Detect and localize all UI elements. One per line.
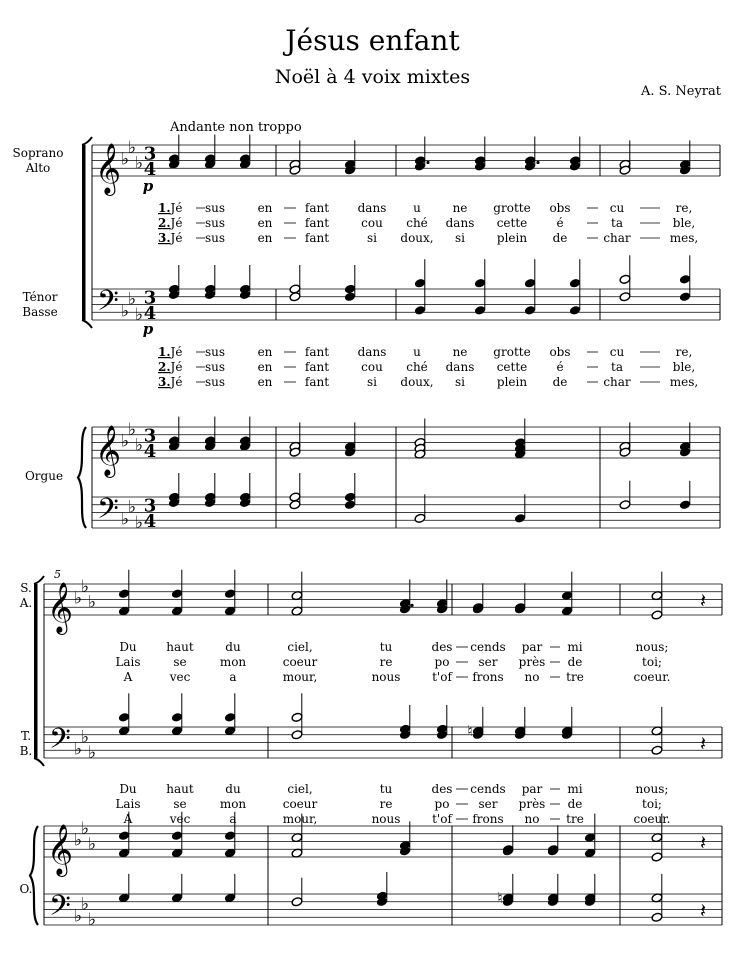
lyric-tb-verse-3: plein xyxy=(496,375,528,389)
lyric-sa2-verse-2: mon xyxy=(219,655,247,669)
lyric-sa-verse-3: mes, xyxy=(669,231,699,245)
lyric-tb-verse-2: sus xyxy=(204,360,226,374)
treble-clef-icon: 𝄞 xyxy=(47,824,74,875)
lyric-sa2-verse-1: ciel, xyxy=(287,640,313,654)
key-flat-icon: ♭ xyxy=(128,137,137,158)
instrument-short-alto: A. xyxy=(19,596,33,610)
lyric-tb-verse-2: ble, xyxy=(672,360,696,374)
quarter-rest-icon: 𝄽 xyxy=(699,588,707,613)
lyric-tb-verse-1: fant xyxy=(304,345,330,359)
key-flat-icon: ♭ xyxy=(88,743,97,764)
natural-sign-icon: ♮ xyxy=(467,721,473,740)
lyric-sa2-verse-1: cends xyxy=(470,640,506,654)
note-head xyxy=(619,500,631,510)
lyric-sa-verse-3: si xyxy=(455,231,465,245)
note-head xyxy=(514,513,526,523)
quarter-rest-icon: 𝄽 xyxy=(699,731,707,756)
lyric-tb-verse-1: grotte xyxy=(493,345,531,359)
lyric-tb-verse-2: fant xyxy=(304,360,330,374)
note-head xyxy=(414,305,426,315)
lyric-tb-verse-2: 2.Jé xyxy=(158,360,183,374)
lyric-tb-verse-3: doux, xyxy=(400,375,434,389)
quarter-rest-icon: 𝄽 xyxy=(699,898,707,923)
note-head xyxy=(524,278,536,288)
key-flat-icon: ♭ xyxy=(81,894,90,915)
lyric-sa2-verse-2: ser xyxy=(478,655,498,669)
lyric-tb2-verse-2: mon xyxy=(219,797,247,811)
lyric-sa2-verse-3: frons xyxy=(472,670,504,684)
note-head xyxy=(224,712,236,722)
instrument-short-tenor: T. xyxy=(20,729,32,743)
lyric-sa2-verse-1: des xyxy=(431,640,453,654)
lyric-tb-verse-2: cette xyxy=(496,360,528,374)
lyric-sa2-verse-3: t'of xyxy=(432,670,452,684)
natural-sign-icon: ♮ xyxy=(497,888,503,907)
lyric-sa2-verse-1: tu xyxy=(379,640,393,654)
lyric-tb2-verse-1: par xyxy=(521,782,543,796)
lyric-sa2-verse-1: du xyxy=(225,640,241,654)
lyric-tb-verse-3: si xyxy=(367,375,377,389)
lyric-tb2-verse-2: ser xyxy=(478,797,498,811)
lyric-sa2-verse-2: toi; xyxy=(642,655,662,669)
lyric-sa2-verse-1: mi xyxy=(567,640,583,654)
lyric-sa-verse-1: fant xyxy=(304,201,330,215)
organ-brace xyxy=(30,826,38,925)
note-head xyxy=(344,492,356,502)
bracket-hook xyxy=(82,137,92,145)
lyric-sa-verse-2: ta xyxy=(611,216,623,230)
tempo-marking: Andante non troppo xyxy=(170,120,302,135)
key-flat-icon: ♭ xyxy=(135,153,144,174)
instrument-name-alto: Alto xyxy=(25,161,51,175)
key-flat-icon: ♭ xyxy=(135,305,144,326)
lyric-tb-verse-3: sus xyxy=(204,375,226,389)
lyric-sa-verse-3: si xyxy=(367,231,377,245)
key-flat-icon: ♭ xyxy=(81,576,90,597)
lyric-tb-verse-1: en xyxy=(257,345,273,359)
lyric-sa2-verse-2: près xyxy=(518,655,546,669)
lyric-tb-verse-2: é xyxy=(556,360,564,374)
lyric-sa-verse-1: dans xyxy=(357,201,387,215)
lyric-sa-verse-3: doux, xyxy=(400,231,434,245)
note-head xyxy=(474,278,486,288)
key-flat-icon: ♭ xyxy=(74,739,83,760)
organ-brace xyxy=(78,427,86,528)
lyric-sa-verse-1: obs xyxy=(549,201,571,215)
lyric-tb-verse-1: ne xyxy=(452,345,468,359)
measure-number: 5 xyxy=(54,568,61,581)
time-signature-bottom: 4 xyxy=(143,159,157,180)
lyric-sa-verse-1: 1.Jé xyxy=(158,201,183,215)
instrument-name-tenor: Ténor xyxy=(22,290,58,304)
dynamic-marking: p xyxy=(142,320,154,338)
lyric-sa-verse-3: fant xyxy=(304,231,330,245)
lyric-sa-verse-2: cou xyxy=(361,216,383,230)
lyric-sa-verse-2: ble, xyxy=(672,216,696,230)
note-head xyxy=(651,745,663,755)
lyric-sa-verse-2: é xyxy=(556,216,564,230)
choir-bracket xyxy=(34,584,38,758)
bracket-hook xyxy=(34,758,44,766)
lyric-sa-verse-2: en xyxy=(257,216,273,230)
lyric-tb2-verse-1: tu xyxy=(379,782,393,796)
lyric-tb2-verse-3: nous xyxy=(371,812,401,826)
time-signature-bottom: 4 xyxy=(143,441,157,462)
key-flat-icon: ♭ xyxy=(128,419,137,440)
lyric-tb-verse-1: u xyxy=(413,345,421,359)
note-head xyxy=(524,305,536,315)
key-flat-icon: ♭ xyxy=(74,830,83,851)
lyric-sa2-verse-3: mour, xyxy=(282,670,318,684)
lyric-sa2-verse-1: par xyxy=(521,640,543,654)
lyric-tb-verse-3: en xyxy=(257,375,273,389)
key-flat-icon: ♭ xyxy=(121,431,130,452)
lyric-tb-verse-1: obs xyxy=(549,345,571,359)
lyric-tb2-verse-3: frons xyxy=(472,812,504,826)
key-flat-icon: ♭ xyxy=(88,592,97,613)
bracket-hook xyxy=(82,320,92,328)
lyric-tb-verse-2: dans xyxy=(445,360,475,374)
lyric-sa2-verse-3: A xyxy=(123,670,133,684)
bass-clef-icon: 𝄢 xyxy=(49,889,71,930)
lyric-tb2-verse-1: cends xyxy=(470,782,506,796)
lyric-tb-verse-3: fant xyxy=(304,375,330,389)
note-head xyxy=(569,278,581,288)
quarter-rest-icon: 𝄽 xyxy=(699,830,707,855)
lyric-tb-verse-1: 1.Jé xyxy=(158,345,183,359)
note-head xyxy=(569,305,581,315)
lyric-tb2-verse-2: re xyxy=(379,797,393,811)
treble-clef-icon: 𝄞 xyxy=(95,143,122,194)
lyric-sa-verse-1: re, xyxy=(675,201,693,215)
lyric-sa2-verse-2: po xyxy=(434,655,450,669)
key-flat-icon: ♭ xyxy=(121,301,130,322)
lyric-sa-verse-1: cu xyxy=(609,201,625,215)
key-flat-icon: ♭ xyxy=(128,289,137,310)
lyric-sa-verse-2: 2.Jé xyxy=(158,216,183,230)
note-head xyxy=(171,831,183,841)
lyric-tb-verse-3: 3.Jé xyxy=(158,375,183,389)
lyric-sa-verse-3: sus xyxy=(204,231,226,245)
note-head xyxy=(118,712,130,722)
note-head xyxy=(679,292,691,302)
lyric-sa-verse-2: cette xyxy=(496,216,528,230)
augmentation-dot xyxy=(410,604,413,607)
note-head xyxy=(679,274,691,284)
lyric-tb-verse-2: ché xyxy=(406,360,428,374)
note-head xyxy=(651,912,663,922)
key-flat-icon: ♭ xyxy=(135,435,144,456)
time-signature-top: 3 xyxy=(143,425,157,447)
note-head xyxy=(474,305,486,315)
lyric-sa-verse-3: de xyxy=(552,231,568,245)
composer-name: A. S. Neyrat xyxy=(641,84,721,99)
lyric-tb2-verse-1: des xyxy=(431,782,453,796)
time-signature-bottom: 4 xyxy=(143,303,157,324)
key-flat-icon: ♭ xyxy=(121,149,130,170)
lyric-sa2-verse-1: haut xyxy=(166,640,194,654)
lyric-tb2-verse-2: de xyxy=(567,797,583,811)
lyric-sa-verse-1: u xyxy=(413,201,421,215)
note-head xyxy=(171,589,183,599)
lyric-tb-verse-1: cu xyxy=(609,345,625,359)
lyric-tb-verse-3: char xyxy=(603,375,631,389)
lyric-sa2-verse-3: no xyxy=(524,670,540,684)
lyric-tb2-verse-2: coeur xyxy=(282,797,318,811)
key-flat-icon: ♭ xyxy=(81,818,90,839)
note-head xyxy=(291,897,303,907)
lyric-tb2-verse-3: no xyxy=(524,812,540,826)
bass-clef-icon: 𝄢 xyxy=(97,284,119,325)
note-head xyxy=(224,831,236,841)
lyric-sa2-verse-2: re xyxy=(379,655,393,669)
lyric-sa2-verse-1: nous; xyxy=(635,640,669,654)
note-head xyxy=(289,292,301,302)
note-head xyxy=(619,292,631,302)
treble-clef-icon: 𝄞 xyxy=(95,425,122,476)
lyric-tb2-verse-3: a xyxy=(229,812,237,826)
note-head xyxy=(118,589,130,599)
key-flat-icon: ♭ xyxy=(121,509,130,530)
lyric-tb-verse-3: de xyxy=(552,375,568,389)
note-head xyxy=(118,831,130,841)
lyric-sa2-verse-3: a xyxy=(229,670,237,684)
lyric-sa2-verse-2: Lais xyxy=(115,655,141,669)
lyric-sa2-verse-3: tre xyxy=(566,670,584,684)
lyric-tb-verse-2: cou xyxy=(361,360,383,374)
piece-title: Jésus enfant xyxy=(285,24,460,57)
lyric-tb2-verse-2: po xyxy=(434,797,450,811)
note-head xyxy=(344,284,356,294)
lyric-sa-verse-3: en xyxy=(257,231,273,245)
key-flat-icon: ♭ xyxy=(88,910,97,931)
bass-clef-icon: 𝄢 xyxy=(97,492,119,533)
lyric-tb2-verse-3: coeur. xyxy=(633,812,671,826)
lyric-sa-verse-3: 3.Jé xyxy=(158,231,183,245)
time-signature-bottom: 4 xyxy=(143,511,157,532)
note-head xyxy=(344,500,356,510)
lyric-sa-verse-2: sus xyxy=(204,216,226,230)
note-head xyxy=(651,852,663,862)
key-flat-icon: ♭ xyxy=(81,727,90,748)
instrument-name-soprano: Soprano xyxy=(12,146,64,160)
lyric-tb-verse-1: re, xyxy=(675,345,693,359)
augmentation-dot xyxy=(426,161,429,164)
treble-clef-icon: 𝄞 xyxy=(47,582,74,633)
instrument-short-soprano: S. xyxy=(20,581,32,595)
lyric-tb2-verse-1: Du xyxy=(119,782,137,796)
choir-bracket xyxy=(82,145,86,320)
lyric-tb-verse-3: mes, xyxy=(669,375,699,389)
note-head xyxy=(414,513,426,523)
note-head xyxy=(171,712,183,722)
note-head xyxy=(619,274,631,284)
lyric-sa-verse-3: plein xyxy=(496,231,528,245)
time-signature-top: 3 xyxy=(143,143,157,165)
lyric-tb2-verse-3: tre xyxy=(566,812,584,826)
lyric-tb2-verse-1: ciel, xyxy=(287,782,313,796)
lyric-tb2-verse-2: près xyxy=(518,797,546,811)
lyric-tb2-verse-2: toi; xyxy=(642,797,662,811)
dynamic-marking: p xyxy=(142,177,154,195)
note-head xyxy=(289,500,301,510)
instrument-short-bass: B. xyxy=(19,744,33,758)
bass-clef-icon: 𝄢 xyxy=(49,722,71,763)
lyric-sa2-verse-1: Du xyxy=(119,640,137,654)
key-flat-icon: ♭ xyxy=(74,906,83,927)
note-head xyxy=(651,610,663,620)
lyric-tb-verse-2: ta xyxy=(611,360,623,374)
piece-subtitle: Noël à 4 voix mixtes xyxy=(274,66,471,88)
lyric-tb2-verse-3: A xyxy=(123,812,133,826)
note-head xyxy=(679,500,691,510)
instrument-short-organ: O. xyxy=(19,882,33,896)
lyric-sa2-verse-3: coeur. xyxy=(633,670,671,684)
note-head xyxy=(344,292,356,302)
note-head xyxy=(291,730,303,740)
lyric-tb2-verse-1: du xyxy=(225,782,241,796)
key-flat-icon: ♭ xyxy=(128,497,137,518)
lyric-tb2-verse-3: mour, xyxy=(282,812,318,826)
lyric-tb2-verse-2: se xyxy=(173,797,187,811)
lyric-sa2-verse-3: nous xyxy=(371,670,401,684)
lyric-sa-verse-2: fant xyxy=(304,216,330,230)
lyric-tb-verse-2: en xyxy=(257,360,273,374)
lyric-tb-verse-1: dans xyxy=(357,345,387,359)
instrument-name-bass: Basse xyxy=(22,305,58,319)
time-signature-top: 3 xyxy=(143,287,157,309)
key-flat-icon: ♭ xyxy=(88,834,97,855)
key-flat-icon: ♭ xyxy=(74,588,83,609)
lyric-sa-verse-2: ché xyxy=(406,216,428,230)
augmentation-dot xyxy=(536,161,539,164)
note-head xyxy=(414,278,426,288)
lyric-tb-verse-3: si xyxy=(455,375,465,389)
lyric-tb2-verse-1: mi xyxy=(567,782,583,796)
lyric-sa-verse-1: ne xyxy=(452,201,468,215)
lyric-sa2-verse-2: de xyxy=(567,655,583,669)
lyric-sa-verse-3: char xyxy=(603,231,631,245)
lyric-sa2-verse-2: coeur xyxy=(282,655,318,669)
key-flat-icon: ♭ xyxy=(135,513,144,534)
lyric-sa-verse-1: grotte xyxy=(493,201,531,215)
instrument-name-organ: Orgue xyxy=(24,469,64,483)
note-head xyxy=(224,589,236,599)
note-head xyxy=(291,712,303,722)
lyric-sa-verse-1: en xyxy=(257,201,273,215)
lyric-tb2-verse-1: nous; xyxy=(635,782,669,796)
lyric-tb2-verse-2: Lais xyxy=(115,797,141,811)
lyric-tb-verse-1: sus xyxy=(204,345,226,359)
lyric-sa-verse-2: dans xyxy=(445,216,475,230)
lyric-sa-verse-1: sus xyxy=(204,201,226,215)
lyric-tb2-verse-3: t'of xyxy=(432,812,452,826)
time-signature-top: 3 xyxy=(143,495,157,517)
lyric-tb2-verse-3: vec xyxy=(169,812,191,826)
bracket-hook xyxy=(34,576,44,584)
lyric-tb2-verse-1: haut xyxy=(166,782,194,796)
lyric-sa2-verse-3: vec xyxy=(169,670,191,684)
lyric-sa2-verse-2: se xyxy=(173,655,187,669)
